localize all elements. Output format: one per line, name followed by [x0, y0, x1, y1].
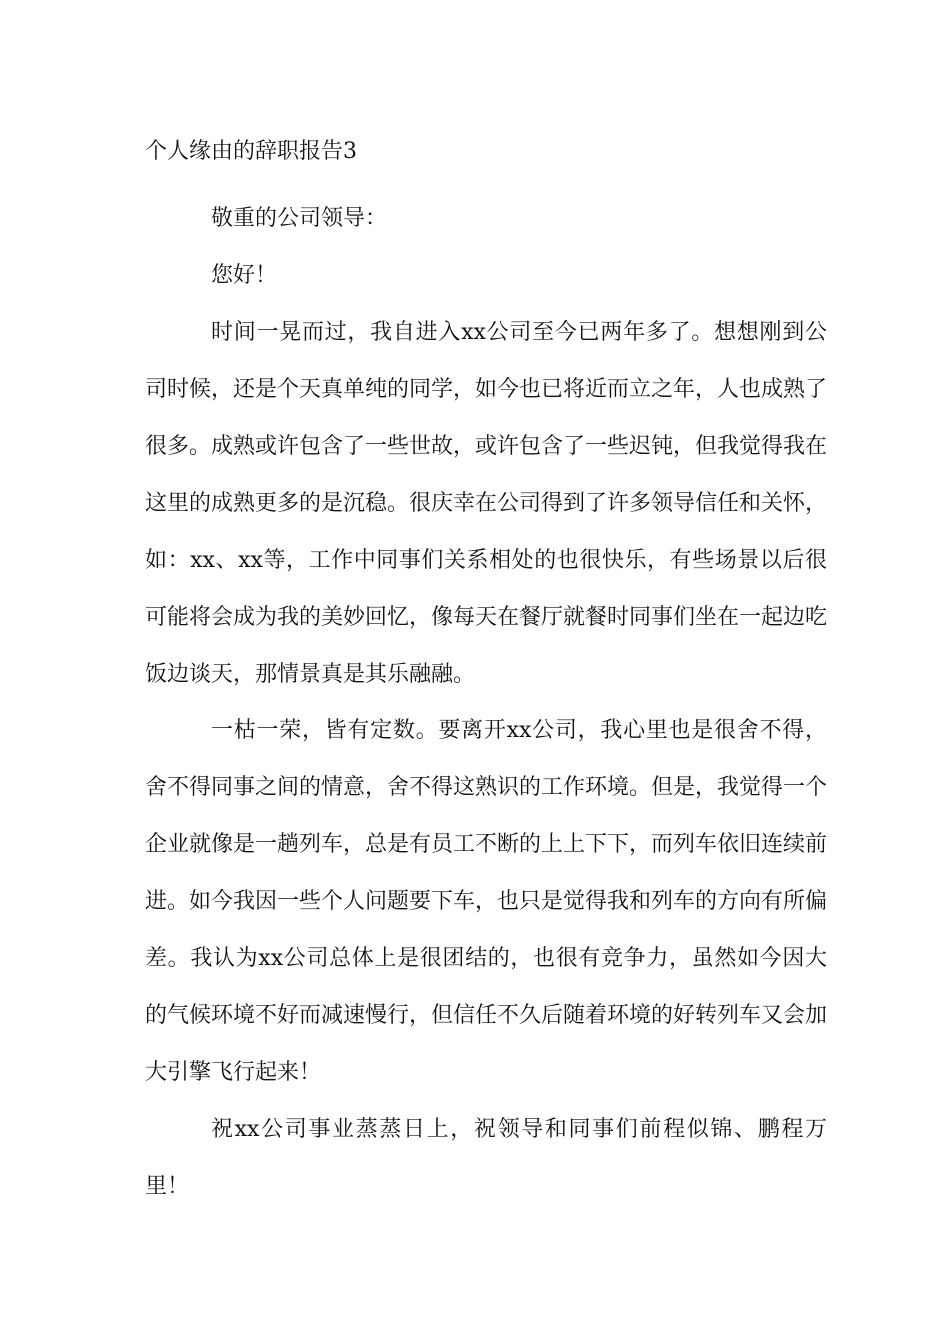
body-paragraph: 时间一晃而过，我自进入xx公司至今已两年多了。想想刚到公司时候，还是个天真单纯的同学，如今也已将近而立之年，人也成熟了很多。成熟或许包含了一些世故，或许包含了一些迟钝，但我觉得我在这里的成熟更多的是沉稳。很庆幸在公司得到了许多领导信任和关怀，如：xx、xx等，工作中同事们关系相处的也很快乐，有些场景以后很可能将会成为我的美妙回忆，像每天在餐厅就餐时同事们坐在一起边吃饭边谈天，那情景真是其乐融融。	[145, 320, 828, 687]
body-paragraph: 一枯一荣，皆有定数。要离开xx公司，我心里也是很舍不得，舍不得同事之间的情意，舍不得这熟识的工作环境。但是，我觉得一个企业就像是一趟列车，总是有员工不断的上上下下，而列车依旧连续前进。如今我因一些个人问题要下车，也只是觉得我和列车的方向有所偏差。我认为xx公司总体上是很团结的，也很有竞争力，虽然如今因大的气候环境不好而减速慢行，但信任不久后随着环境的好转列车又会加大引擎飞行起来！	[145, 718, 828, 1085]
salutation: 敬重的公司领导：	[211, 206, 388, 231]
document-title: 个人缘由的辞职报告3	[145, 139, 357, 164]
greeting: 您好！	[211, 263, 278, 288]
closing-paragraph: 祝xx公司事业蒸蒸日上，祝领导和同事们前程似锦、鹏程万里！	[145, 1117, 827, 1199]
